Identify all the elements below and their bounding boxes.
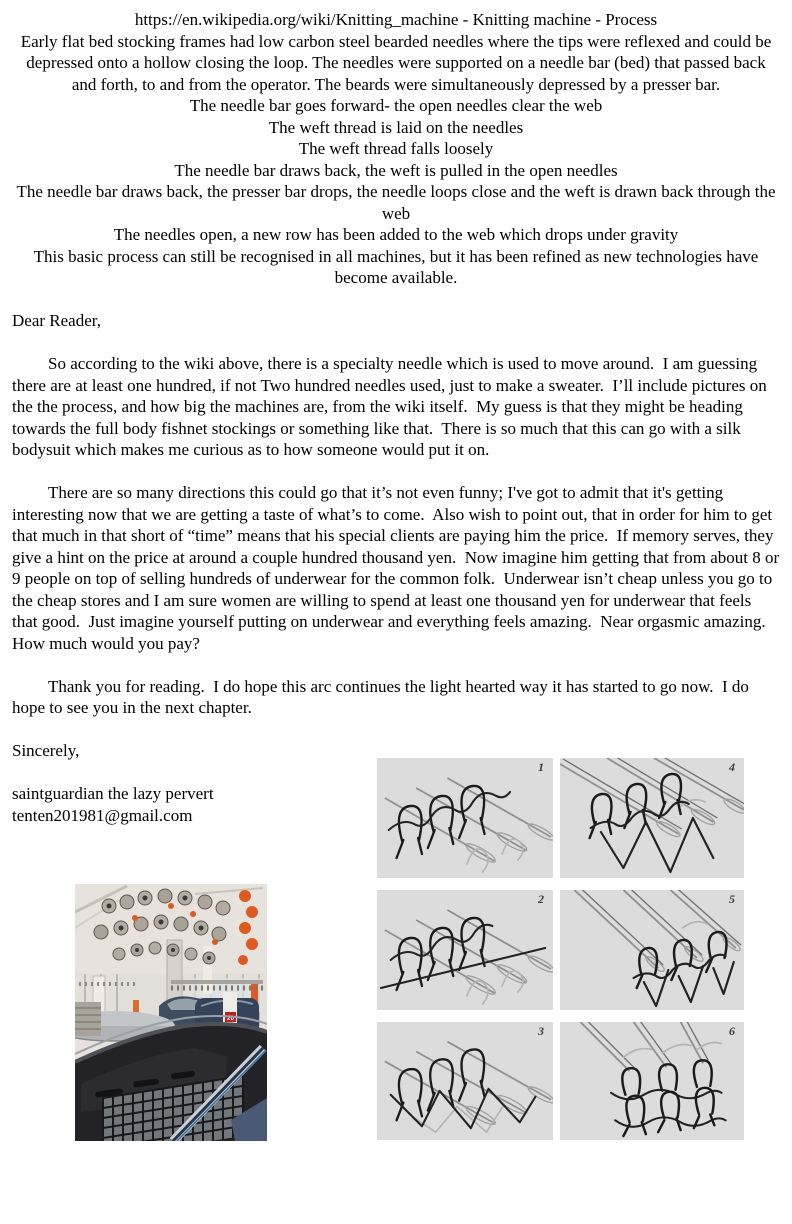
diagram-panel-1 — [377, 758, 553, 878]
signature-email: tenten201981@gmail.com — [12, 805, 193, 825]
needle-diagram-3 — [377, 1022, 553, 1140]
process-step: The needle bar goes forward- the open needles clear the web — [189, 96, 603, 115]
source-url-line: https://en.wikipedia.org/wiki/Knitting_machine - Knitting machine - Process — [134, 10, 658, 29]
panel-number: 6 — [729, 1024, 735, 1038]
machine-number-sign: 20 — [226, 1015, 235, 1022]
needle-diagram-2 — [377, 890, 553, 1010]
diagram-panel-4 — [560, 758, 744, 878]
process-step: This basic process can still be recognised in all machines, but it has been refined as new technologies have become available. — [33, 246, 759, 287]
diagram-panel-2 — [377, 890, 553, 1010]
diagram-panel-6 — [560, 1022, 744, 1140]
needle-diagram-4 — [560, 758, 744, 878]
process-step: The needles open, a new row has been added to the web which drops under gravity — [113, 225, 679, 244]
letter-paragraph: There are so many directions this could go that it’s not even funny; I've got to admit that it's getting interesting now that we are getting a taste of what’s to come. Also wish to point out, that in order for him to get that much in that short of “time” means that his special clients are paying him the price. If memory serves, they give a hint on the price at around a couple hundred thousand yen. Now imagine him getting that from about 8 or 9 people on top of selling hundreds of underwear for the common folk. Underwear isn’t cheap unless you go to the cheap stores and I am sure women are willing to spend at least one thousand yen for underwear that feels that good. Just imagine yourself putting on underwear and everything feels amazing. Near orgasmic amazing. How much would you pay? — [12, 483, 784, 653]
wiki-intro: Early flat bed stocking frames had low carbon steel bearded needles where the tips were reflexed and could be depressed onto a hollow closing the loop. The needles were supported on a needle bar (bed) that passed back and forth, to and from the operator. The beards were simultaneously depressed by a presser bar. — [20, 31, 772, 94]
needle-diagram-5 — [560, 890, 744, 1010]
letter-paragraph: Thank you for reading. I do hope this arc continues the light hearted way it has started to go now. I do hope to see you in the next chapter. — [12, 676, 754, 717]
panel-number: 4 — [729, 760, 735, 774]
panel-number: 3 — [538, 1024, 544, 1038]
needle-diagram-1 — [377, 758, 553, 878]
letter-paragraph: So according to the wiki above, there is a specialty needle which is used to move around. I am guessing there are at least one hundred, if not Two hundred needles used, just to make a sweater. I’ll include pictures on the the process, and how big the machines are, from the wiki itself. My guess is that they might be heading towards the full body fishnet stockings or something like that. There is so much that this can go with a silk bodysuit which makes me curious as to how someone would put it on. — [12, 354, 772, 459]
knitting-machine-photo-art — [75, 884, 267, 1141]
salutation: Dear Reader, — [12, 311, 101, 330]
diagram-panel-3 — [377, 1022, 553, 1140]
process-step: The needle bar draws back, the weft is pulled in the open needles — [174, 160, 618, 180]
panel-number: 5 — [729, 892, 735, 906]
process-step: The weft thread is laid on the needles — [268, 117, 524, 137]
panel-number: 2 — [538, 892, 544, 906]
process-step: The weft thread falls loosely — [298, 139, 494, 158]
closing: Sincerely, — [12, 741, 80, 760]
process-step: The needle bar draws back, the presser bar drops, the needle loops close and the weft is drawn back through the web — [16, 182, 776, 223]
panel-number: 1 — [538, 760, 544, 774]
diagram-panel-5 — [560, 890, 744, 1010]
needle-diagram-6 — [560, 1022, 744, 1140]
signature-name: saintguardian the lazy pervert — [12, 784, 214, 803]
knitting-machine-photo — [75, 884, 267, 1141]
